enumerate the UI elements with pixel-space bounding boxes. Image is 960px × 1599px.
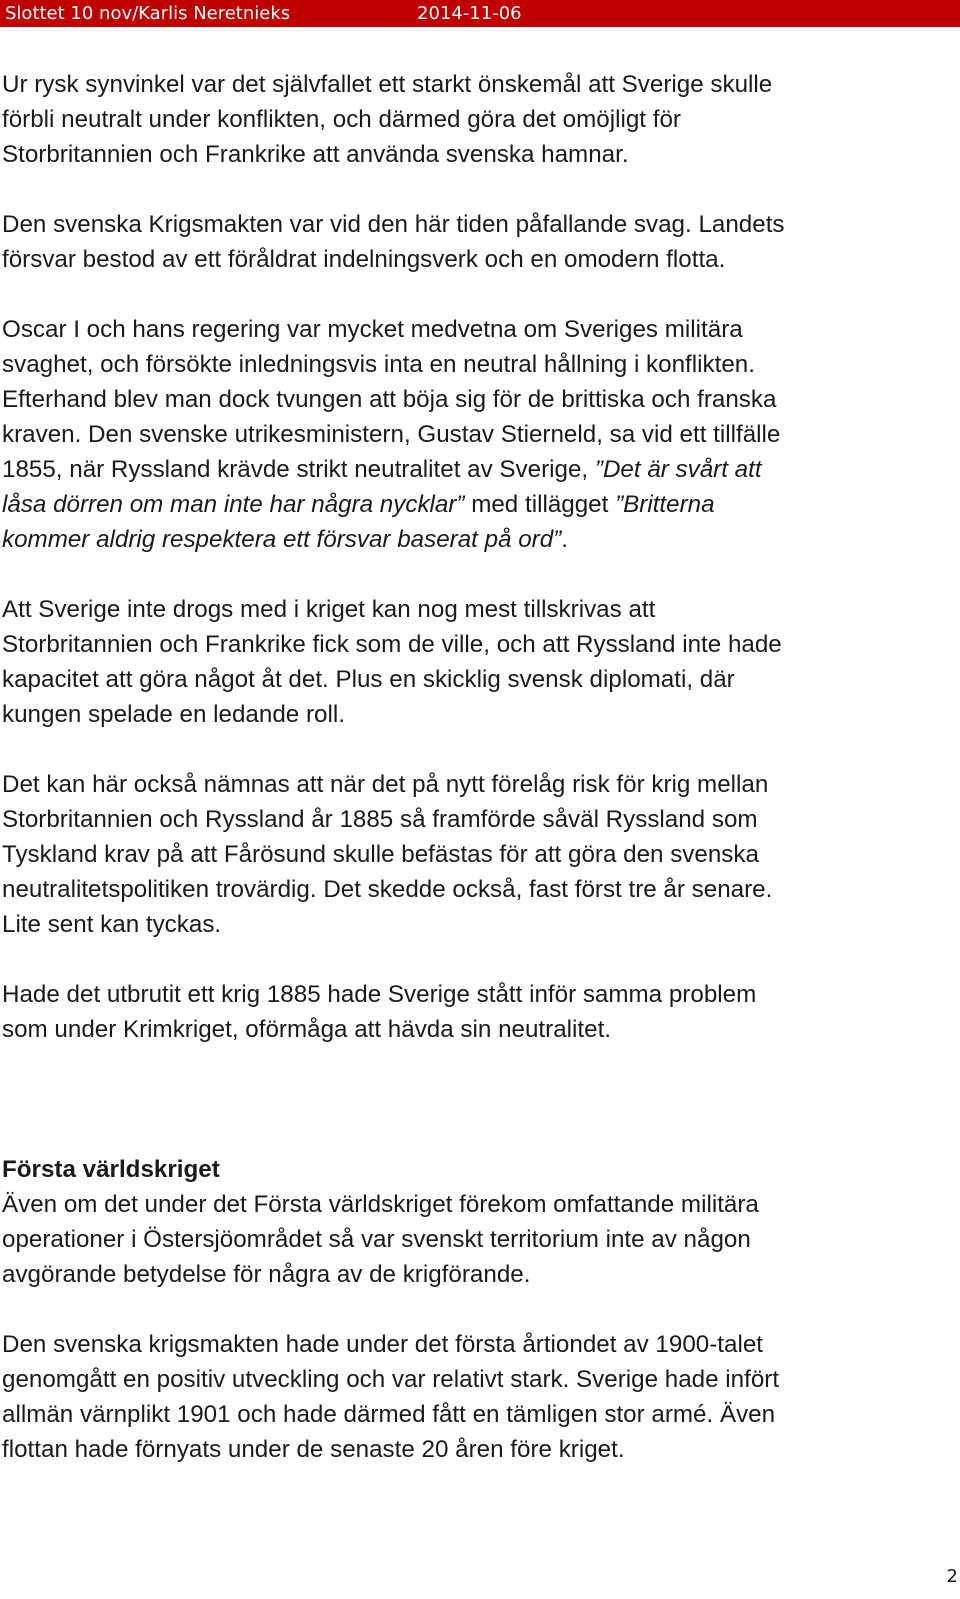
text-line: allmän värnplikt 1901 och hade därmed fått en tämligen stor armé. Även — [2, 1401, 776, 1428]
section-first-world-war — [2, 1152, 952, 1292]
quote-britons-part-b: kommer aldrig respektera ett försvar baserat på ord” — [2, 526, 562, 553]
text-line: Även om det under det Första världskriget förekom omfattande militära — [2, 1191, 759, 1218]
document-header — [0, 0, 960, 27]
text-segment: 1855, när Ryssland krävde strikt neutralitet av Sverige, — [2, 456, 589, 483]
text-line: som under Krimkriget, oförmåga att hävda sin neutralitet. — [2, 1016, 612, 1043]
paragraph-sweden-not-drawn — [2, 592, 952, 732]
text-line: genomgått en positiv utveckling och var relativt stark. Sverige hade infört — [2, 1366, 780, 1393]
text-line: Storbritannien och Ryssland år 1885 så framförde såväl Ryssland som — [2, 806, 758, 833]
text-line: Hade det utbrutit ett krig 1885 hade Sverige stått inför samma problem — [2, 981, 757, 1008]
header-author-title: Slottet 10 nov/Karlis Neretnieks — [5, 3, 291, 24]
text-line: Den svenska Krigsmakten var vid den här tiden påfallande svag. Landets — [2, 211, 785, 238]
paragraph-1885-war-hypothetical — [2, 977, 952, 1047]
text-line: Efterhand blev man dock tvungen att böja sig för de brittiska och franska — [2, 386, 777, 413]
text-line: Ur rysk synvinkel var det självfallet ett starkt önskemål att Sverige skulle — [2, 71, 773, 98]
document-body — [2, 67, 952, 1502]
quote-britons-part-a: ”Britterna — [615, 491, 715, 518]
paragraph-military-development — [2, 1327, 952, 1467]
quote-door-part-a: ”Det är svårt att — [594, 456, 762, 483]
paragraph-oscar-government — [2, 312, 952, 557]
text-line: avgörande betydelse för några av de krigförande. — [2, 1261, 531, 1288]
text-line: Det kan här också nämnas att när det på nytt förelåg risk för krig mellan — [2, 771, 769, 798]
text-line: Den svenska krigsmakten hade under det första årtiondet av 1900-talet — [2, 1331, 764, 1358]
text-line — [2, 487, 952, 522]
text-line: Storbritannien och Frankrike fick som de ville, och att Ryssland inte hade — [2, 631, 782, 658]
header-date: 2014-11-06 — [417, 3, 522, 24]
quote-door-part-b: låsa dörren om man inte har några nycklar” — [2, 491, 465, 518]
text-line: Tyskland krav på att Fårösund skulle befästas för att göra den svenska — [2, 841, 759, 868]
text-line — [2, 522, 952, 557]
text-line: flottan hade förnyats under de senaste 20 åren före kriget. — [2, 1436, 625, 1463]
section-heading: Första världskriget — [2, 1156, 220, 1183]
page-number: 2 — [946, 1566, 958, 1587]
end-punctuation: . — [561, 526, 568, 553]
text-line: Att Sverige inte drogs med i kriget kan nog mest tillskrivas att — [2, 596, 656, 623]
text-line: Oscar I och hans regering var mycket medvetna om Sveriges militära — [2, 316, 743, 343]
text-line: svaghet, och försökte inledningsvis inta en neutral hållning i konflikten. — [2, 351, 755, 378]
text-line — [2, 452, 952, 487]
text-line: kapacitet att göra något åt det. Plus en skicklig svensk diplomati, där — [2, 666, 735, 693]
paragraph-swedish-military — [2, 207, 952, 277]
text-line: Lite sent kan tyckas. — [2, 911, 222, 938]
text-line: neutralitetspolitiken trovärdig. Det skedde också, fast först tre år senare. — [2, 876, 773, 903]
text-line: försvar bestod av ett föråldrat indelningsverk och en omodern flotta. — [2, 246, 726, 273]
text-line: Storbritannien och Frankrike att använda svenska hamnar. — [2, 141, 629, 168]
paragraph-russian-perspective — [2, 67, 952, 172]
quote-connector: med tillägget — [471, 491, 609, 518]
text-line: kungen spelade en ledande roll. — [2, 701, 345, 728]
text-line: kraven. Den svenske utrikesministern, Gustav Stierneld, sa vid ett tillfälle — [2, 421, 781, 448]
text-line: förbli neutralt under konflikten, och därmed göra det omöjligt för — [2, 106, 681, 133]
paragraph-1885-crisis — [2, 767, 952, 942]
text-line: operationer i Östersjöområdet så var svenskt territorium inte av någon — [2, 1226, 751, 1253]
